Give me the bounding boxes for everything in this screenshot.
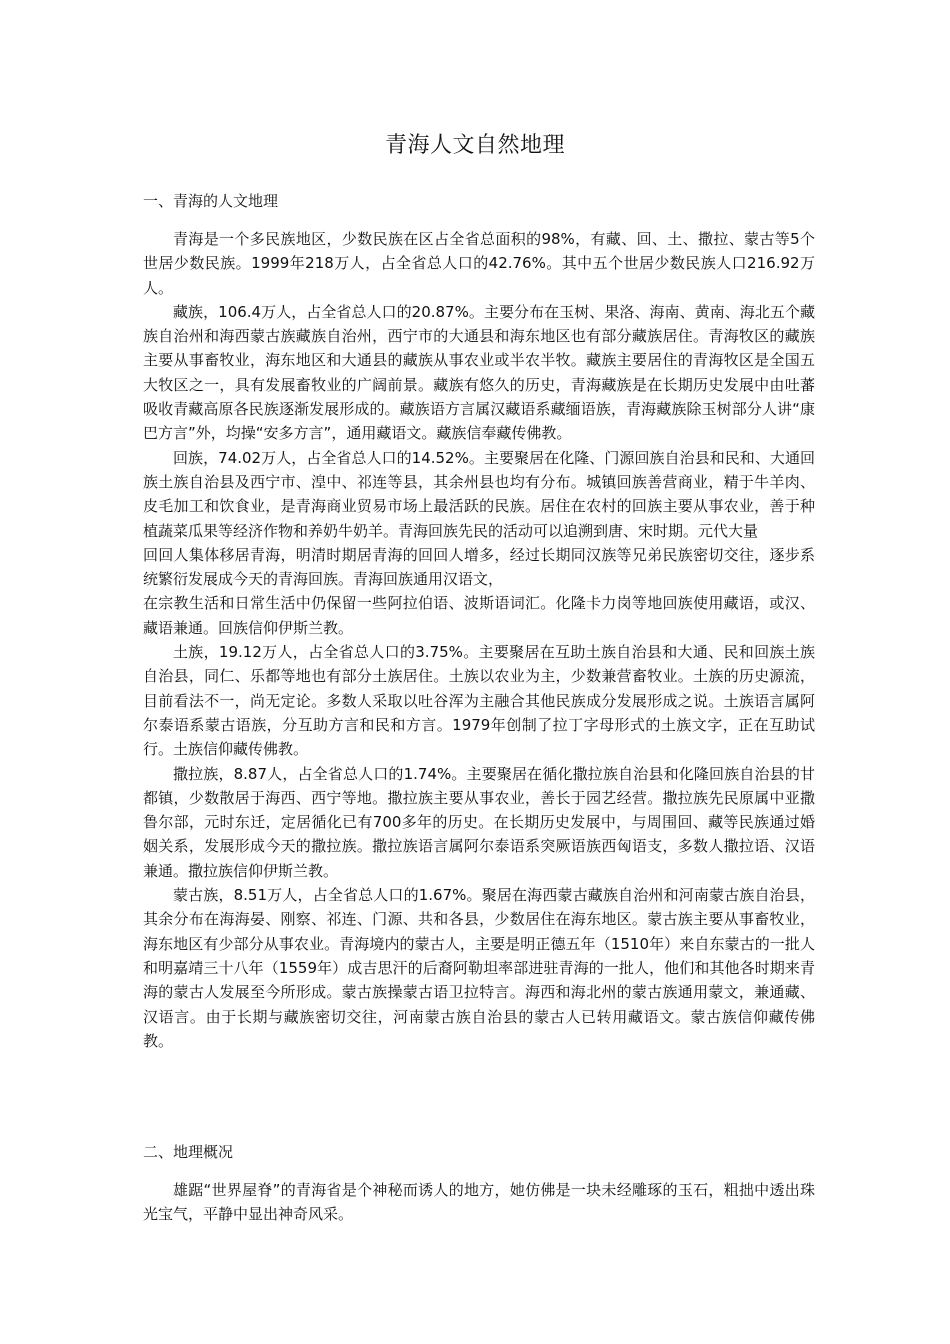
section-body-geography bbox=[143, 1178, 815, 1227]
section-body-humanities bbox=[143, 227, 815, 1053]
paragraph-hui: 回族，74.02万人，占全省总人口的14.52%。主要聚居在化隆、门源回族自治县和民和、大通回族土族自治县及西宁市、湟中、祁连等县，其余州县也均有分布。城镇回族善营商业，精于牛羊肉、皮毛加工和饮食业，是青海商业贸易市场上最活跃的民族。居住在农村的回族主要从事农业，善于种植蔬菜瓜果等经济作物和养奶牛奶羊。青海回族先民的活动可以追溯到唐、宋时期。元代大量 bbox=[143, 448, 815, 540]
paragraph-hui-continued-2: 在宗教生活和日常生活中仍保留一些阿拉伯语、波斯语词汇。化隆卡力岗等地回族使用藏语，或汉、藏语兼通。回族信仰伊斯兰教。 bbox=[143, 594, 815, 637]
document-title: 青海人文自然地理 bbox=[384, 133, 565, 158]
paragraph-hui-continued: 回回人集体移居青海，明清时期居青海的回回人增多，经过长期同汉族等兄弟民族密切交往，逐步系统繁衍发展成今天的青海回族。青海回族通用汉语文， bbox=[143, 545, 815, 589]
section-heading-humanities: 一、青海的人文地理 bbox=[143, 192, 279, 210]
paragraph-overview: 青海是一个多民族地区，少数民族在区占全省总面积的98%，有藏、回、土、撒拉、蒙古等5个世居少数民族。1999年218万人，占全省总人口的42.76%。其中五个世居少数民族人口216.92万人。 bbox=[143, 230, 815, 297]
paragraph-geography-intro: 雄踞“世界屋脊”的青海省是个神秘而诱人的地方，她仿佛是一块未经雕琢的玉石，粗拙中透出珠光宝气，平静中显出神奇风采。 bbox=[143, 1181, 815, 1224]
paragraph-tibetan: 藏族，106.4万人，占全省总人口的20.87%。主要分布在玉树、果洛、海南、黄南、海北五个藏族自治州和海西蒙古族藏族自治州，西宁市的大通县和海东地区也有部分藏族居住。青海牧区的藏族主要从事畜牧业，海东地区和大通县的藏族从事农业或半农半牧。藏族主要居住的青海牧区是全国五大牧区之一，具有发展畜牧业的广阔前景。藏族有悠久的历史，青海藏族是在长期历史发展中由吐蕃吸收青藏高原各民族逐渐发展形成的。藏族语方言属汉藏语系藏缅语族，青海藏族除玉树部分人讲“康巴方言”外，均操“安多方言”，通用藏语文。藏族信奉藏传佛教。 bbox=[143, 302, 815, 443]
paragraph-mongol: 蒙古族，8.51万人，占全省总人口的1.67%。聚居在海西蒙古藏族自治州和河南蒙古族自治县，其余分布在海海晏、刚察、祁连、门源、共和各县，少数居住在海东地区。蒙古族主要从事畜牧业，海东地区有少部分从事农业。青海境内的蒙古人，主要是明正德五年（1510年）来自东蒙古的一批人和明嘉靖三十八年（1559年）成吉思汗的后裔阿勒坦率部进驻青海的一批人，他们和其他各时期来青海的蒙古人发展至今所形成。蒙古族操蒙古语卫拉特言。海西和海北州的蒙古族通用蒙文，兼通藏、汉语言。由于长期与藏族密切交往，河南蒙古族自治县的蒙古人已转用藏语文。蒙古族信仰藏传佛教。 bbox=[143, 886, 815, 1050]
paragraph-tu: 土族，19.12万人，占全省总人口的3.75%。主要聚居在互助土族自治县和大通、民和回族土族自治县，同仁、乐都等地也有部分土族居住。土族以农业为主，少数兼营畜牧业。土族的历史源流，目前看法不一，尚无定论。多数人采取以吐谷浑为主融合其他民族成分发展形成之说。土族语言属阿尔泰语系蒙古语族，分互助方言和民和方言。1979年创制了拉丁字母形式的土族文字，正在互助试行。土族信仰藏传佛教。 bbox=[143, 643, 815, 759]
paragraph-salar: 撒拉族，8.87人，占全省总人口的1.74%。主要聚居在循化撒拉族自治县和化隆回族自治县的甘都镇，少数散居于海西、西宁等地。撒拉族主要从事农业，善长于园艺经营。撒拉族先民原属中亚撒鲁尔部，元时东迁，定居循化已有700多年的历史。在长期历史发展中，与周围回、藏等民族通过婚姻关系，发展形成今天的撒拉族。撒拉族语言属阿尔泰语系突厥语族西匈语支，多数人撒拉语、汉语兼通。撒拉族信仰伊斯兰教。 bbox=[143, 764, 815, 880]
section-heading-geography: 二、地理概况 bbox=[143, 1143, 234, 1161]
